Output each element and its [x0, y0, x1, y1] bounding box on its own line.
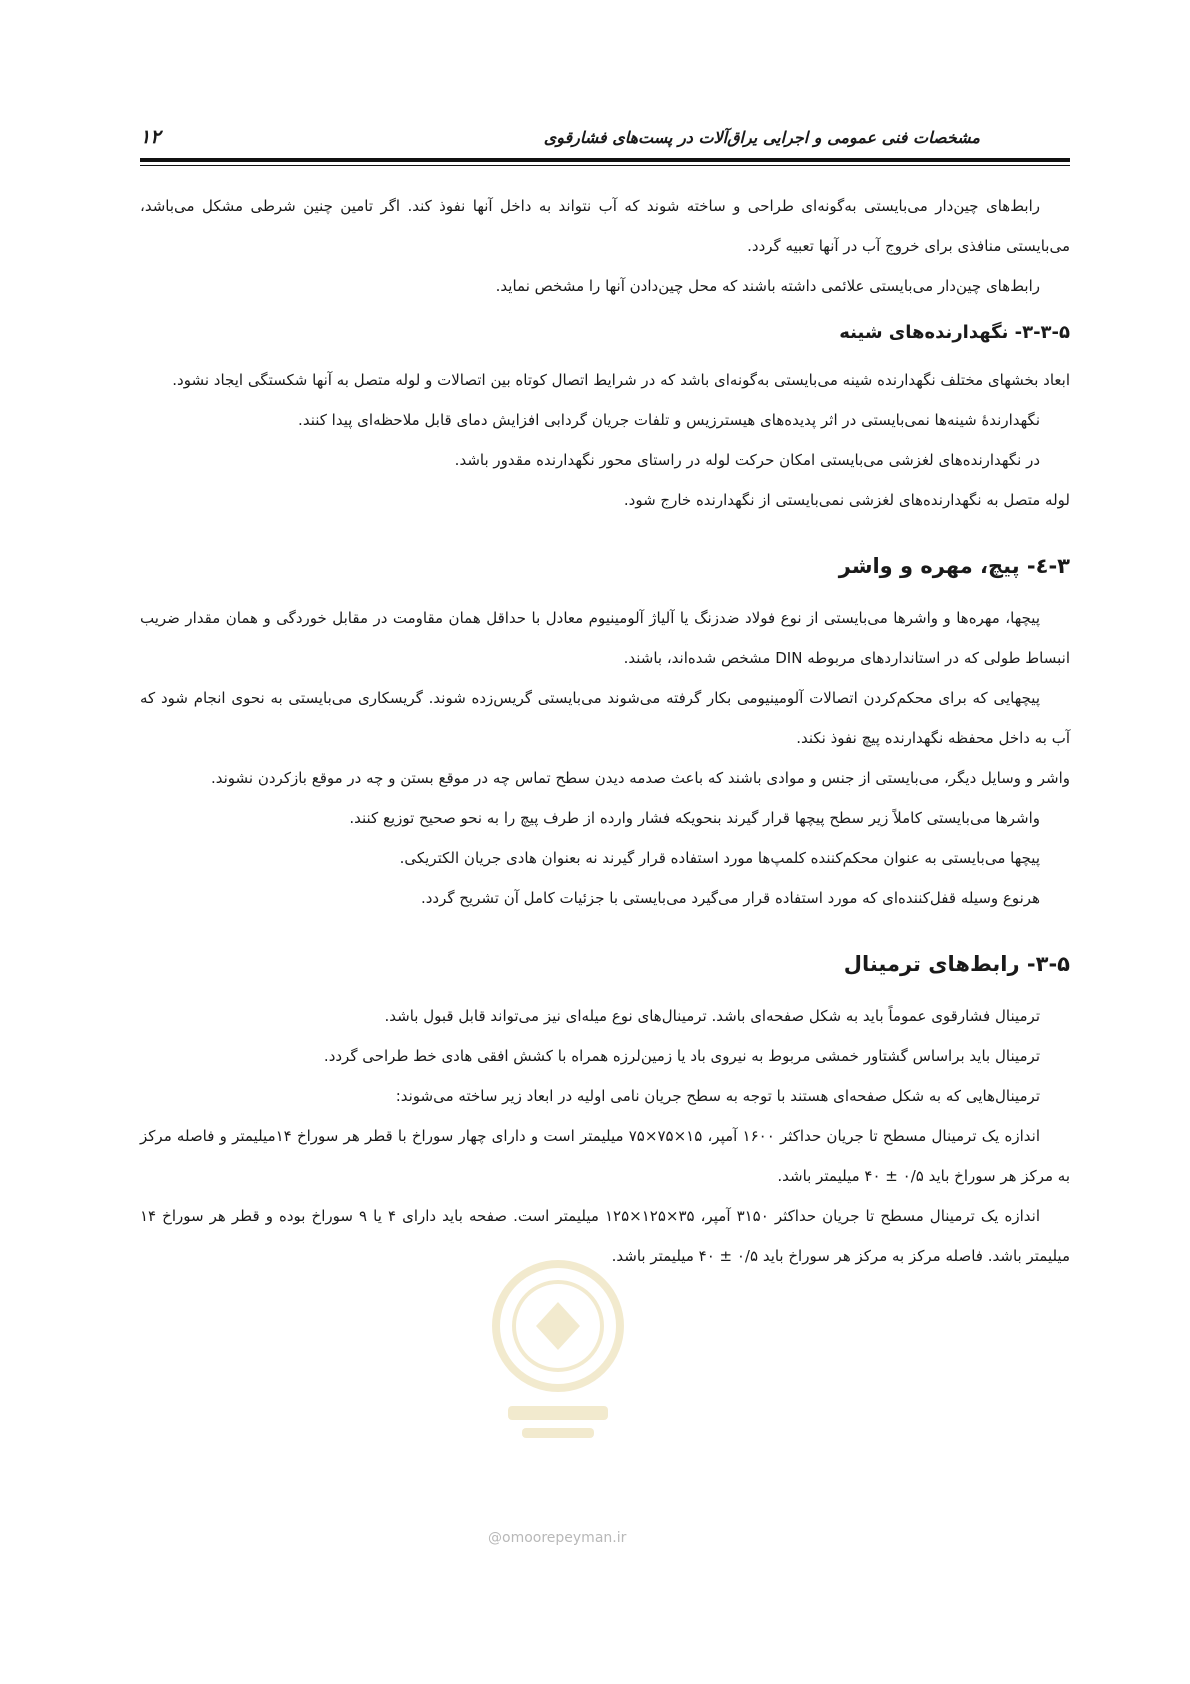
intro-paragraph-2: رابط‌های چین‌دار می‌بایستی علائمی داشته باشند که محل چین‌دادن آنها را مشخص نماید. [495, 277, 1040, 295]
section-3-4-paragraph-1: پیچها، مهره‌ها و واشرها می‌بایستی از نوع فولاد ضدزنگ یا آلیاژ آلومینیوم معادل با حداقل همان مقاومت در مقابل خوردگی و همان مقدار ضریب انبساط طولی که در استانداردهای مربوطه DIN مشخص شده‌اند، باشند. [140, 609, 1070, 667]
watermark-url: @omoorepeyman.ir [488, 1530, 627, 1546]
section-3-3-5-paragraph-2: نگهدارندهٔ شینه‌ها نمی‌بایستی در اثر پدیده‌های هیسترزیس و تلفات جریان گردابی افزایش دمای قابل ملاحظه‌ای پیدا کنند. [298, 411, 1040, 429]
section-3-5-paragraph-1: ترمینال فشارقوی عموماً باید به شکل صفحه‌ای باشد. ترمینال‌های نوع میله‌ای نیز می‌تواند قابل قبول باشد. [384, 1007, 1040, 1025]
section-3-4-paragraph-2: پیچهایی که برای محکم‌کردن اتصالات آلومینیومی بکار گرفته می‌شوند می‌بایستی گریس‌زده شوند. گریسکاری می‌بایستی به نحوی انجام شود که آب به داخل محفظه نگهدارنده پیچ نفوذ نکند. [140, 689, 1070, 747]
section-3-4-paragraph-5: پیچها می‌بایستی به عنوان محکم‌کننده کلمپ‌ها مورد استفاده قرار گیرند نه بعنوان هادی جریان الکتریکی. [399, 849, 1040, 867]
section-3-5-paragraph-5: اندازه یک ترمینال مسطح تا جریان حداکثر ۳۱۵۰ آمپر، ۳۵×۱۲۵×۱۲۵ میلیمتر است. صفحه باید دارای ۴ یا ۹ سوراخ بوده و قطر هر سوراخ ۱۴ میلیمتر باشد. فاصله مرکز به مرکز هر سوراخ باید ۰/۵ ± ۴۰ میلیمتر باشد. [140, 1207, 1070, 1265]
section-3-5-heading: ۳-۵- رابط‌های ترمینال [843, 952, 1070, 976]
section-3-4-paragraph-6: هرنوع وسیله قفل‌کننده‌ای که مورد استفاده قرار می‌گیرد می‌بایستی با جزئیات کامل آن تشریح گردد. [420, 889, 1040, 907]
section-3-4-paragraph-3: واشر و وسایل دیگر، می‌بایستی از جنس و موادی باشند که باعث صدمه دیدن سطح تماس چه در موقع بستن و چه در موقع بازکردن نشوند. [210, 769, 1070, 787]
running-header-title: مشخصات فنی عمومی و اجرایی یراق‌آلات در پست‌های فشارقوی [543, 128, 980, 147]
section-3-4-heading: ۳-٤- پیچ، مهره و واشر [838, 554, 1070, 578]
section-3-5-paragraph-4: اندازه یک ترمینال مسطح تا جریان حداکثر ۱۶۰۰ آمپر، ۱۵×۷۵×۷۵ میلیمتر است و دارای چهار سوراخ با قطر هر سوراخ ۱۴میلیمتر و فاصله مرکز به مرکز هر سوراخ باید ۰/۵ ± ۴۰ میلیمتر باشد. [140, 1127, 1070, 1185]
page-number: ۱۲ [140, 126, 161, 148]
header-rule-thick [140, 158, 1070, 162]
watermark-base-bar-2 [522, 1428, 594, 1438]
section-3-3-5-paragraph-4: لوله متصل به نگهدارنده‌های لغزشی نمی‌بایستی از نگهدارنده خارج شود. [623, 491, 1070, 509]
section-3-3-5-paragraph-1: ابعاد بخشهای مختلف نگهدارنده شینه می‌بایستی به‌گونه‌ای باشد که در شرایط اتصال کوتاه بین اتصالات و لوله متصل به آنها شکستگی ایجاد نشود. [172, 371, 1070, 389]
header-rule-thin [140, 165, 1070, 166]
page-body [140, 186, 1070, 1276]
watermark-logo [478, 1256, 638, 1456]
watermark-base-bar [508, 1406, 608, 1420]
watermark-gear-shape [536, 1302, 580, 1350]
section-3-4-paragraph-4: واشرها می‌بایستی کاملاً زیر سطح پیچها قرار گیرند بنحویکه فشار وارده از طرف پیچ را به نحو صحیح توزیع کنند. [349, 809, 1040, 827]
section-3-3-5-paragraph-3: در نگهدارنده‌های لغزشی می‌بایستی امکان حرکت لوله در راستای محور نگهدارنده مقدور باشد. [454, 451, 1040, 469]
intro-paragraph-1: رابط‌های چین‌دار می‌بایستی به‌گونه‌ای طراحی و ساخته شوند که آب نتواند به داخل آنها نفوذ کند. اگر تامین چنین شرطی مشکل می‌باشد، می‌بایستی منافذی برای خروج آب در آنها تعبیه گردد. [140, 197, 1070, 255]
section-3-3-5-heading: ۳-۳-۵- نگهدارنده‌های شینه [839, 322, 1070, 343]
section-3-5-paragraph-2: ترمینال باید براساس گشتاور خمشی مربوط به نیروی باد یا زمین‌لرزه همراه با کشش افقی هادی خط طراحی گردد. [323, 1047, 1040, 1065]
section-3-5-paragraph-3: ترمینال‌هایی که به شکل صفحه‌ای هستند با توجه به سطح جریان نامی اولیه در ابعاد زیر ساخته می‌شوند: [395, 1087, 1040, 1105]
page-header [140, 128, 1070, 158]
